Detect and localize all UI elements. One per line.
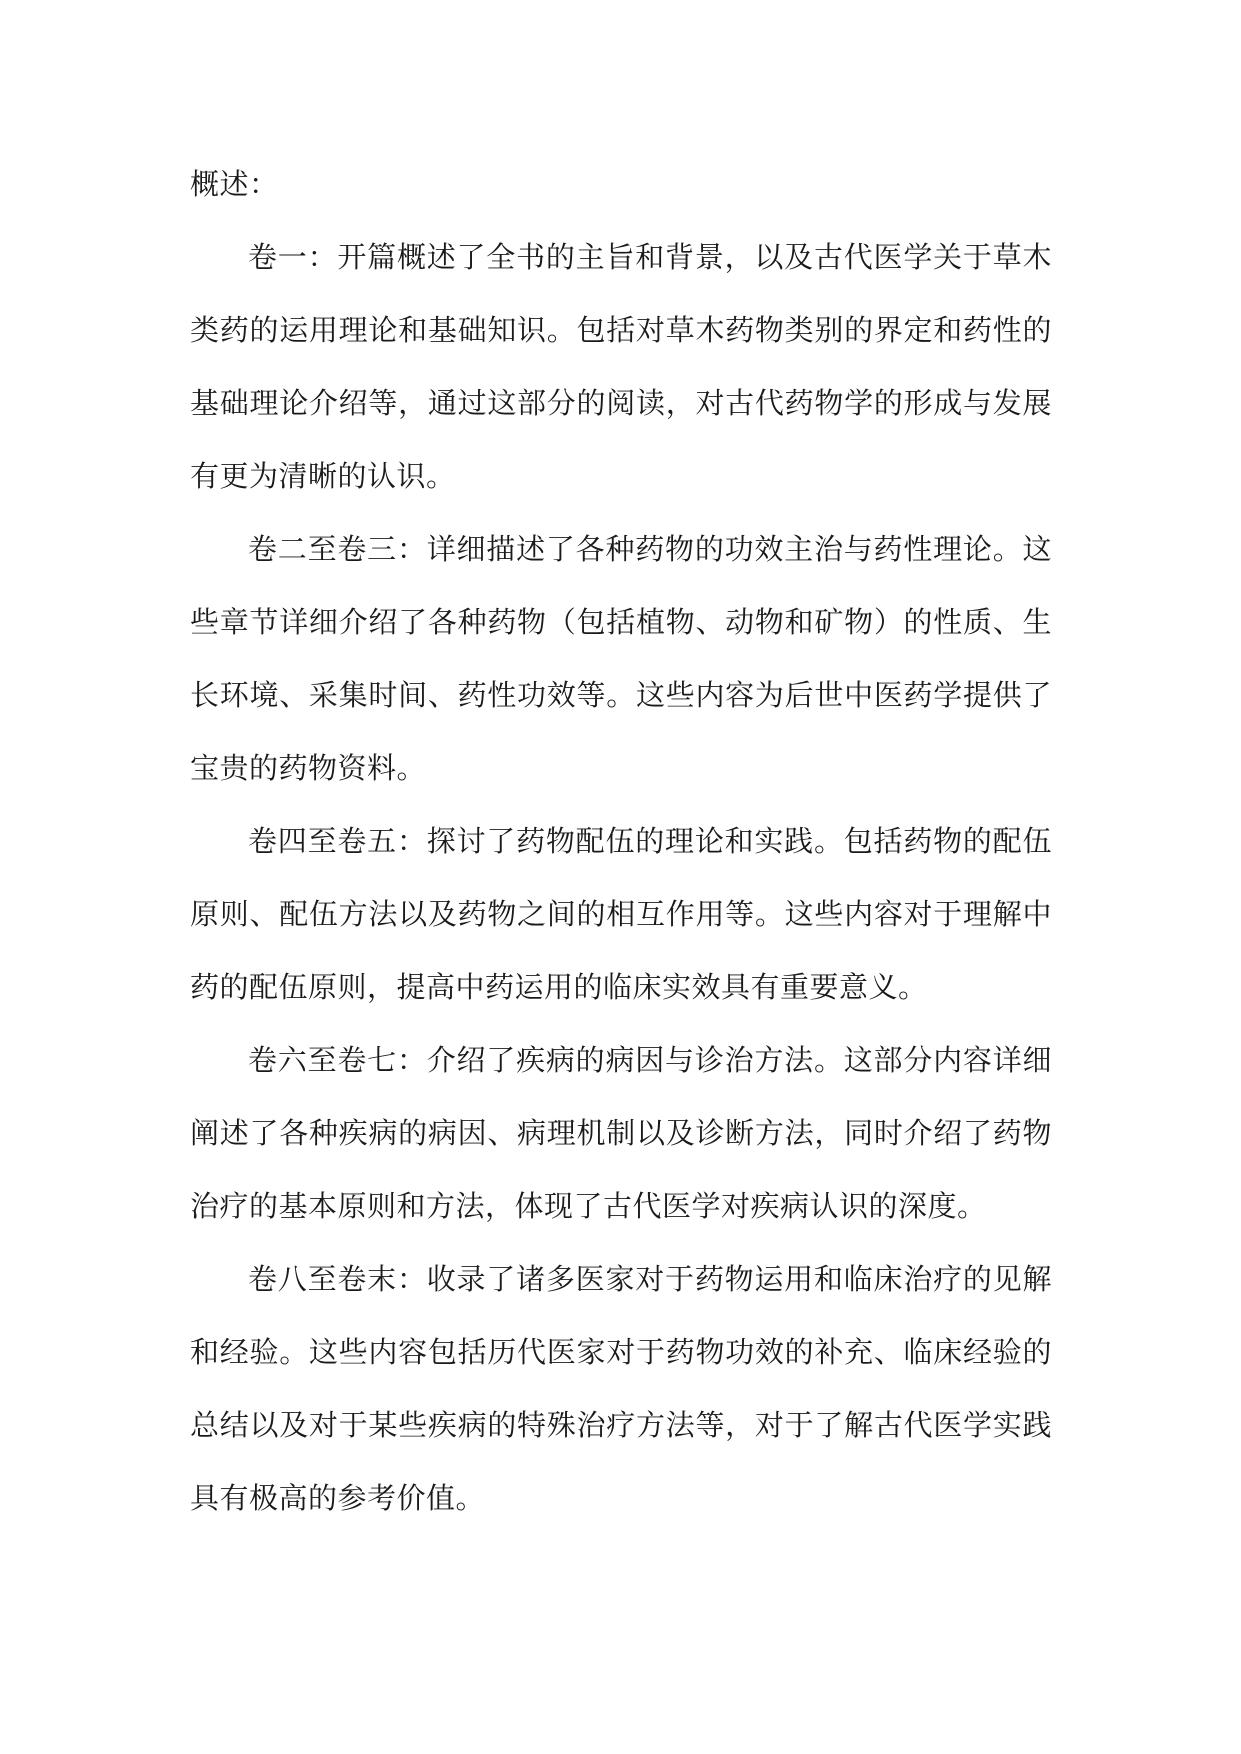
paragraph-volume-8-end: 卷八至卷末：收录了诸多医家对于药物运用和临床治疗的见解和经验。这些内容包括历代医家对于药物功效的补充、临床经验的总结以及对于某些疾病的特殊治疗方法等，对于了解古代医学实践具有极高的参考价值。 bbox=[190, 1262, 1052, 1515]
document-body bbox=[190, 148, 1052, 1535]
section-heading: 概述： bbox=[190, 167, 279, 201]
paragraph-volume-6-7: 卷六至卷七：介绍了疾病的病因与诊治方法。这部分内容详细阐述了各种疾病的病因、病理机制以及诊断方法，同时介绍了药物治疗的基本原则和方法，体现了古代医学对疾病认识的深度。 bbox=[190, 1043, 1052, 1223]
paragraph-volume-4-5: 卷四至卷五：探讨了药物配伍的理论和实践。包括药物的配伍原则、配伍方法以及药物之间的相互作用等。这些内容对于理解中药的配伍原则，提高中药运用的临床实效具有重要意义。 bbox=[190, 824, 1052, 1004]
paragraph-volume-1: 卷一：开篇概述了全书的主旨和背景，以及古代医学关于草木类药的运用理论和基础知识。包括对草木药物类别的界定和药性的基础理论介绍等，通过这部分的阅读，对古代药物学的形成与发展有更为清晰的认识。 bbox=[190, 240, 1052, 493]
paragraph-volume-2-3: 卷二至卷三：详细描述了各种药物的功效主治与药性理论。这些章节详细介绍了各种药物（包括植物、动物和矿物）的性质、生长环境、采集时间、药性功效等。这些内容为后世中医药学提供了宝贵的药物资料。 bbox=[190, 532, 1052, 785]
